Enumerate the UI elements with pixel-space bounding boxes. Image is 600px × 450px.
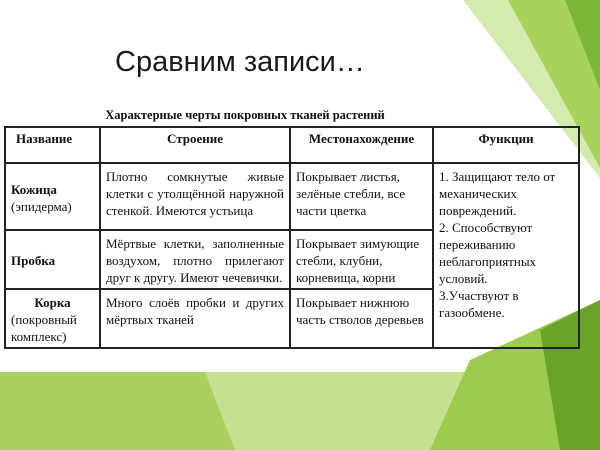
tissue-name: Пробка xyxy=(11,253,56,268)
tissue-name: Кожица xyxy=(11,181,57,197)
comparison-table xyxy=(4,126,580,349)
column-header-name: Название xyxy=(5,127,100,163)
structure-text: Много слоёв пробки и других мёртвых тканей xyxy=(106,295,284,327)
accent-shape xyxy=(205,372,470,450)
scanned-table-document xyxy=(4,106,556,349)
function-item: 1. Защищают тело от механических повреждений. xyxy=(439,169,556,218)
column-header-location: Местонахождение xyxy=(290,127,433,163)
column-header-functions: Функции xyxy=(433,127,579,163)
table-header-row xyxy=(5,127,579,163)
slide-title: Сравним записи… xyxy=(115,46,365,78)
row-name-cell xyxy=(5,163,100,230)
function-item: 2. Способствуют переживанию неблагоприятных условий. xyxy=(439,220,537,286)
row-name-cell xyxy=(5,230,100,289)
structure-text: Мёртвые клетки, заполненные воздухом, плотно прилегают друг к другу. Имеют чечевички. xyxy=(106,236,284,285)
structure-cell xyxy=(100,163,290,230)
table-caption: Характерные черты покровных тканей растений xyxy=(105,108,385,122)
function-item: 3.Участвуют в газообмене. xyxy=(439,288,519,320)
location-cell xyxy=(290,163,433,230)
location-text: Покрывает зимующие стебли, клубни, корневища, корни xyxy=(296,236,420,285)
location-cell xyxy=(290,230,433,289)
structure-text: Плотно сомкнутые живые клетки с утолщённой наружной стенкой. Имеются устьица xyxy=(106,169,284,218)
structure-cell xyxy=(100,289,290,348)
location-text: Покрывает нижнюю часть стволов деревьев xyxy=(296,295,424,327)
tissue-name: Корка xyxy=(34,295,71,310)
structure-cell xyxy=(100,230,290,289)
table-row xyxy=(5,163,579,230)
row-name-cell xyxy=(5,289,100,348)
column-header-structure: Строение xyxy=(100,127,290,163)
tissue-name-note: (эпидерма) xyxy=(11,198,72,214)
tissue-name-note: (покровный комплекс) xyxy=(11,312,77,344)
location-cell xyxy=(290,289,433,348)
location-text: Покрывает листья, зелёные стебли, все части цветка xyxy=(296,169,406,218)
functions-cell xyxy=(433,163,579,348)
